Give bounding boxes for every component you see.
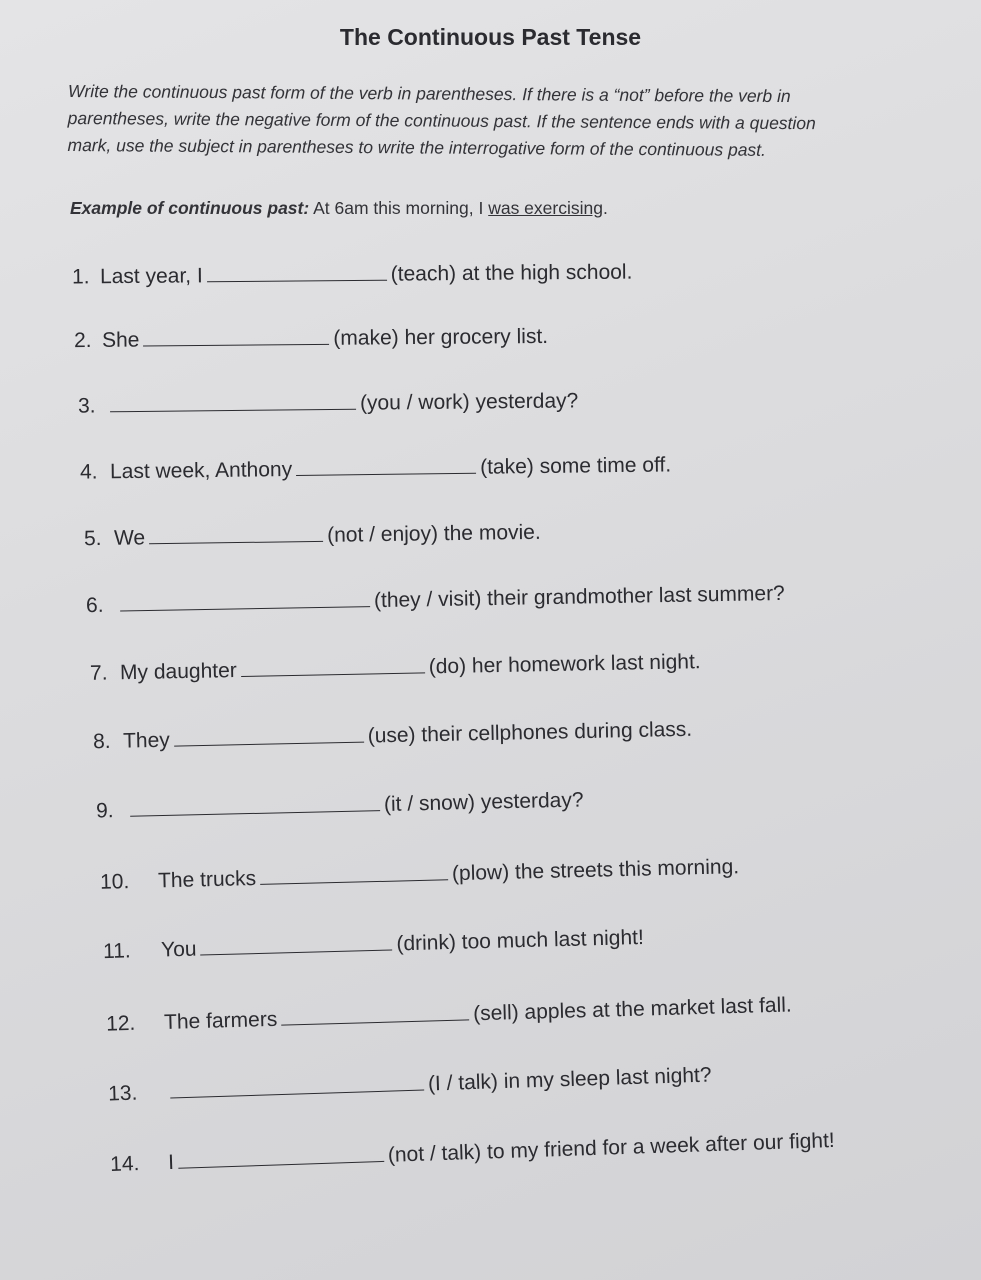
question-after: (make) her grocery list. (333, 324, 549, 350)
question-after: (not / talk) to my friend for a week after our fight! (387, 1128, 836, 1167)
answer-blank[interactable] (149, 523, 323, 544)
question-14 (110, 1128, 835, 1177)
answer-blank[interactable] (130, 792, 380, 817)
question-before: The farmers (163, 1007, 278, 1034)
question-after: (I / talk) in my sleep last night? (427, 1063, 712, 1096)
answer-blank[interactable] (207, 262, 387, 283)
answer-blank[interactable] (178, 1143, 385, 1169)
question-number: 4. (79, 460, 98, 484)
question-after: (plow) the streets this morning. (451, 855, 740, 886)
answer-blank[interactable] (110, 391, 356, 413)
answer-blank[interactable] (241, 654, 425, 677)
question-number: 3. (77, 394, 96, 418)
answer-blank[interactable] (296, 455, 476, 476)
question-before: Last year, I (99, 264, 203, 289)
question-5 (84, 520, 541, 551)
question-number: 6. (85, 593, 104, 618)
question-number: 8. (92, 729, 111, 754)
answer-blank[interactable] (200, 932, 392, 956)
question-number: 7. (89, 661, 108, 685)
question-before: They (122, 728, 170, 753)
question-before: My daughter (119, 659, 237, 685)
question-7 (90, 649, 701, 686)
question-after: (you / work) yesterday? (359, 389, 579, 415)
question-2 (74, 324, 548, 353)
question-after: (not / enjoy) the movie. (326, 520, 541, 547)
question-after: (sell) apples at the market last fall. (472, 993, 793, 1026)
answer-blank[interactable] (260, 861, 448, 885)
answer-blank[interactable] (173, 724, 363, 747)
question-number: 10. (99, 870, 130, 894)
question-before: The trucks (157, 866, 257, 893)
answer-blank[interactable] (281, 1001, 469, 1025)
question-after: (take) some time off. (479, 453, 672, 479)
question-number: 5. (83, 526, 102, 551)
question-11 (103, 925, 644, 964)
question-before: She (101, 328, 140, 352)
question-9 (96, 787, 584, 823)
question-before: We (113, 526, 146, 550)
question-number: 13. (107, 1081, 138, 1106)
question-4 (80, 452, 671, 484)
example-answer: was exercising (488, 198, 603, 218)
page-title: The Continuous Past Tense (339, 24, 642, 50)
question-10 (100, 854, 740, 895)
question-after: (teach) at the high school. (390, 260, 633, 286)
question-after: (use) their cellphones during class. (367, 717, 693, 748)
question-13 (108, 1063, 712, 1107)
question-before: You (160, 937, 197, 962)
question-6 (86, 581, 785, 618)
question-number: 14. (109, 1152, 140, 1177)
question-before: Last week, Anthony (109, 458, 293, 484)
answer-blank[interactable] (170, 1072, 424, 1099)
question-after: (they / visit) their grandmother last summer? (373, 581, 785, 613)
question-after: (it / snow) yesterday? (383, 788, 584, 816)
question-1 (72, 260, 633, 290)
question-number: 1. (71, 265, 90, 289)
answer-blank[interactable] (120, 588, 370, 611)
example-line (70, 198, 608, 219)
question-number: 9. (95, 799, 114, 823)
question-8 (93, 717, 693, 755)
question-3 (78, 388, 578, 418)
question-number: 2. (73, 328, 92, 353)
example-end: . (602, 198, 608, 218)
answer-blank[interactable] (143, 326, 329, 347)
example-text: At 6am this morning, I (313, 198, 484, 218)
question-after: (do) her homework last night. (428, 650, 701, 679)
question-number: 12. (105, 1011, 136, 1036)
question-number: 11. (102, 939, 132, 964)
question-12 (106, 992, 792, 1036)
question-before: I (167, 1150, 175, 1175)
instructions-text: Write the continuous past form of the verb in parentheses. If there is a “not” before the verb in parentheses, write the negative form of the continuous past. If the sentence ends with a question mark, use the subject in parentheses to write the interrogative form of the continuous past. (67, 80, 816, 160)
question-after: (drink) too much last night! (396, 925, 645, 956)
example-label: Example of continuous past: (70, 198, 310, 218)
